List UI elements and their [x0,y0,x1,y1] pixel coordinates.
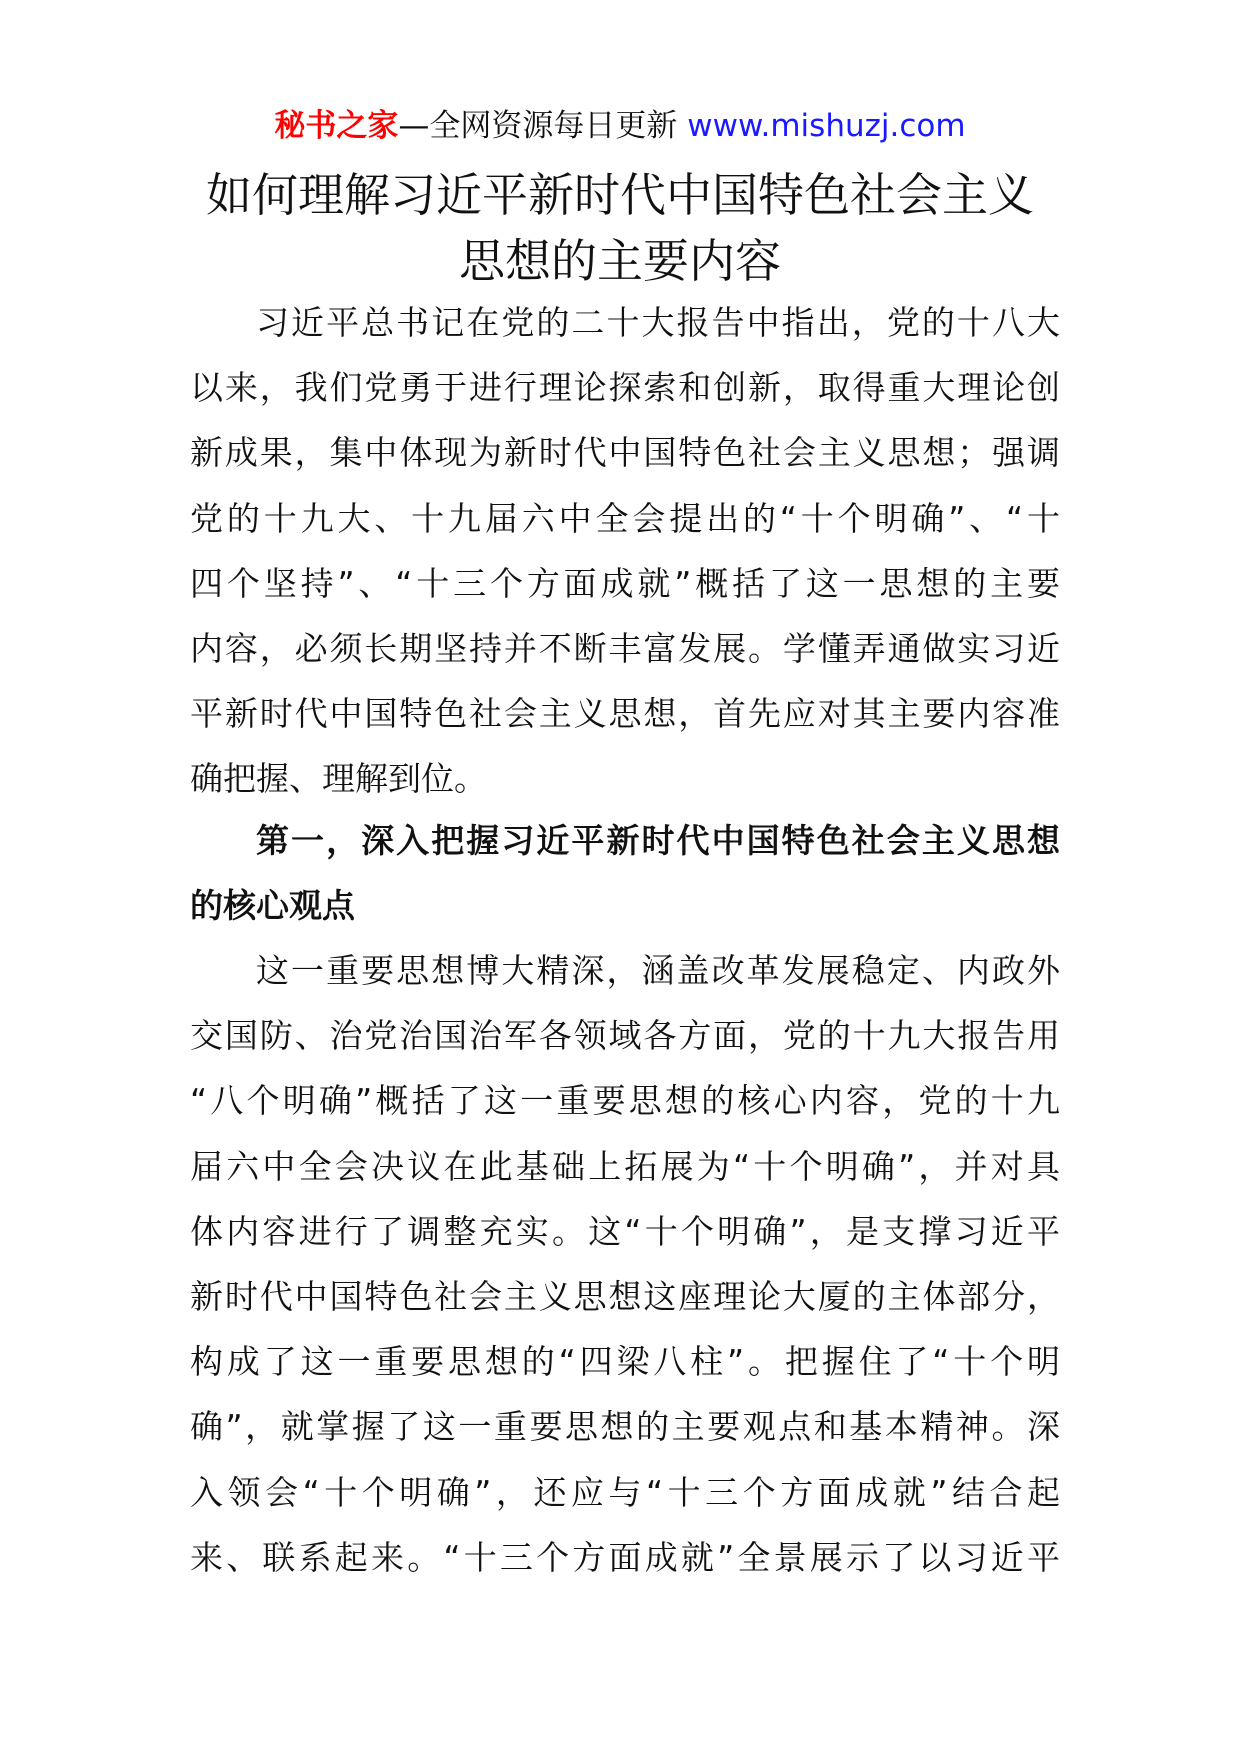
header-tagline: —全网资源每日更新 [398,108,678,144]
text-line: 入领会“十个明确”，还应与“十三个方面成就”结合起 [190,1472,1060,1512]
text-line: 新成果，集中体现为新时代中国特色社会主义思想；强调 [190,433,1060,473]
text-line: 平新时代中国特色社会主义思想，首先应对其主要内容准 [190,694,1060,734]
title-line: 思想的主要内容 [459,234,781,288]
heading-line: 第一，深入把握习近平新时代中国特色社会主义思想 [256,821,1060,860]
heading-line: 的核心观点 [190,886,355,926]
text-line: 确”，就掌握了这一重要思想的主要观点和基本精神。深 [190,1407,1060,1447]
paragraph-intro [190,290,1060,812]
text-line: 确把握、理解到位。 [190,759,487,799]
text-line: 体内容进行了调整充实。这“十个明确”，是支撑习近平 [190,1211,1060,1251]
site-header [0,106,1240,146]
site-url-link[interactable]: www.mishuzj.com [687,108,966,144]
text-line: 交国防、治党治国治军各领域各方面，党的十九大报告用 [190,1016,1060,1056]
text-line: 习近平总书记在党的二十大报告中指出，党的十八大 [256,303,1060,342]
text-line: 新时代中国特色社会主义思想这座理论大厦的主体部分， [190,1276,1060,1316]
text-line: 内容，必须长期坚持并不断丰富发展。学懂弄通做实习近 [190,628,1060,668]
text-line: “八个明确”概括了这一重要思想的核心内容，党的十九 [190,1081,1060,1121]
section-heading [190,808,1060,938]
text-line: 来、联系起来。“十三个方面成就”全景展示了以习近平 [190,1537,1060,1577]
brand-name: 秘书之家 [274,108,399,144]
paragraph-core-views [190,938,1060,1590]
title-line: 如何理解习近平新时代中国特色社会主义 [206,168,1034,222]
text-line: 届六中全会决议在此基础上拓展为“十个明确”，并对具 [190,1146,1060,1186]
text-line: 以来，我们党勇于进行理论探索和创新，取得重大理论创 [190,368,1060,408]
text-line: 这一重要思想博大精深，涵盖改革发展稳定、内政外 [256,951,1060,990]
document-title [150,162,1090,294]
text-line: 构成了这一重要思想的“四梁八柱”。把握住了“十个明 [190,1342,1060,1382]
text-line: 党的十九大、十九届六中全会提出的“十个明确”、“十 [190,498,1060,538]
text-line: 四个坚持”、“十三个方面成就”概括了这一思想的主要 [190,563,1060,603]
